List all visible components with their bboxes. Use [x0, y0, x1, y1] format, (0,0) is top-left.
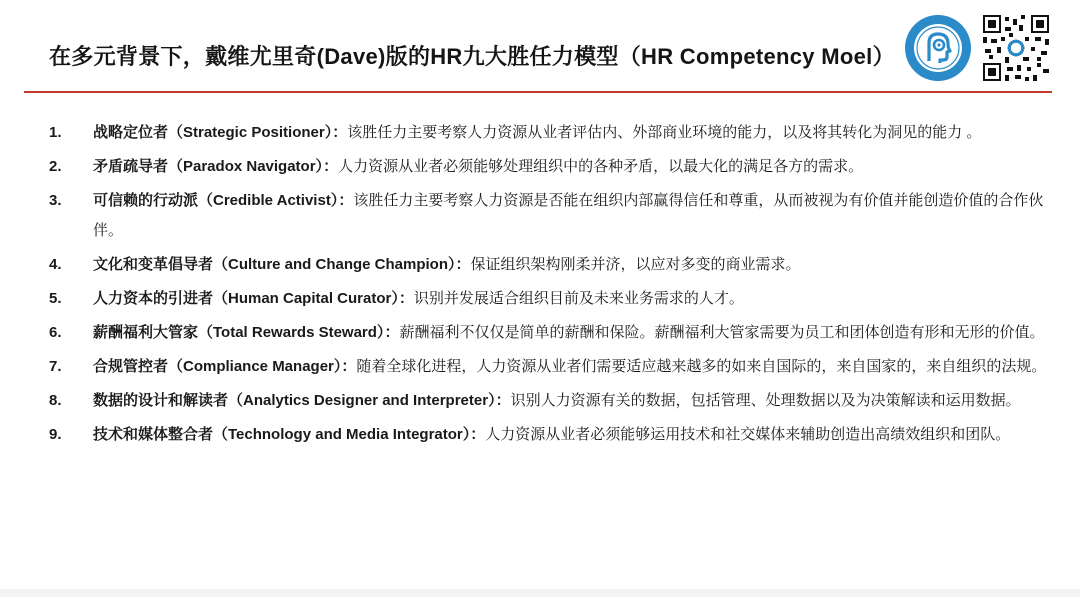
item-separator: ： — [398, 290, 414, 307]
list-item — [49, 186, 1049, 246]
item-description: 人力资源从业者必须能够处理组织中的各种矛盾，以最大化的满足各方的需求。 — [338, 158, 864, 175]
item-number: 2. — [49, 158, 62, 175]
list-item — [49, 420, 1049, 450]
item-number: 5. — [49, 290, 62, 307]
list-item — [49, 352, 1049, 382]
item-description: 该胜任力主要考察人力资源从业者评估内、外部商业环境的能力，以及将其转化为洞见的能力 。 — [347, 124, 982, 141]
item-text — [93, 284, 1049, 314]
list-item — [49, 318, 1049, 348]
item-number: 7. — [49, 358, 62, 375]
item-number: 1. — [49, 124, 62, 141]
item-description: 人力资源从业者必须能够运用技术和社交媒体来辅助创造出高绩效组织和团队。 — [485, 426, 1011, 443]
item-description: 随着全球化进程，人力资源从业者们需要适应越来越多的如来自国际的，来自国家的，来自组织的法规。 — [356, 358, 1047, 375]
item-description: 识别并发展适合组织目前及未来业务需求的人才。 — [413, 290, 744, 307]
item-number: 8. — [49, 392, 62, 409]
item-separator: ： — [323, 158, 339, 175]
item-description: 该胜任力主要考察人力资源是否能在组织内部赢得信任和尊重，从而被视为有价值并能创造价值的合作伙伴。 — [93, 192, 1044, 239]
item-description: 保证组织架构刚柔并济，以应对多变的商业需求。 — [470, 256, 801, 273]
list-item — [49, 250, 1049, 280]
page-title: 在多元背景下，戴维尤里奇(Dave)版的HR九大胜任力模型（HR Competency Moel） — [49, 44, 895, 69]
item-description: 识别人力资源有关的数据，包括管理、处理数据以及为决策解读和运用数据。 — [510, 392, 1021, 409]
item-separator: ： — [384, 324, 400, 341]
item-separator: ： — [470, 426, 486, 443]
list-item — [49, 118, 1049, 148]
item-text — [93, 352, 1049, 382]
qr-code-icon — [981, 13, 1051, 83]
item-separator: ： — [332, 124, 348, 141]
item-text — [93, 318, 1049, 348]
item-text — [93, 152, 1049, 182]
item-number: 4. — [49, 256, 62, 273]
item-separator: ： — [341, 358, 357, 375]
item-number: 9. — [49, 426, 62, 443]
item-term: 技术和媒体整合者（Technology and Media Integrator） — [93, 426, 471, 443]
item-number: 6. — [49, 324, 62, 341]
item-term: 矛盾疏导者（Paradox Navigator） — [93, 158, 324, 175]
item-text — [93, 420, 1049, 450]
item-term: 合规管控者（Compliance Manager） — [93, 358, 342, 375]
item-number: 3. — [49, 192, 62, 209]
item-term: 人力资本的引进者（Human Capital Curator） — [93, 290, 399, 307]
list-item — [49, 152, 1049, 182]
item-text — [93, 250, 1049, 280]
item-term: 战略定位者（Strategic Positioner） — [93, 124, 333, 141]
item-term: 薪酬福利大管家（Total Rewards Steward） — [93, 324, 385, 341]
list-item — [49, 284, 1049, 314]
item-separator: ： — [455, 256, 471, 273]
competency-list — [49, 118, 1049, 454]
footer-strip — [0, 589, 1080, 597]
hr-association-seal-icon — [903, 13, 973, 83]
title-divider — [24, 91, 1052, 93]
item-description: 薪酬福利不仅仅是简单的薪酬和保险。薪酬福利大管家需要为员工和团体创造有形和无形的价值。 — [399, 324, 1045, 341]
item-text — [93, 118, 1049, 148]
item-text — [93, 386, 1049, 416]
item-separator: ： — [338, 192, 354, 209]
item-separator: ： — [495, 392, 511, 409]
item-text — [93, 186, 1049, 246]
list-item — [49, 386, 1049, 416]
item-term: 数据的设计和解读者（Analytics Designer and Interpreter） — [93, 392, 496, 409]
item-term: 文化和变革倡导者（Culture and Change Champion） — [93, 256, 456, 273]
item-term: 可信赖的行动派（Credible Activist） — [93, 192, 339, 209]
